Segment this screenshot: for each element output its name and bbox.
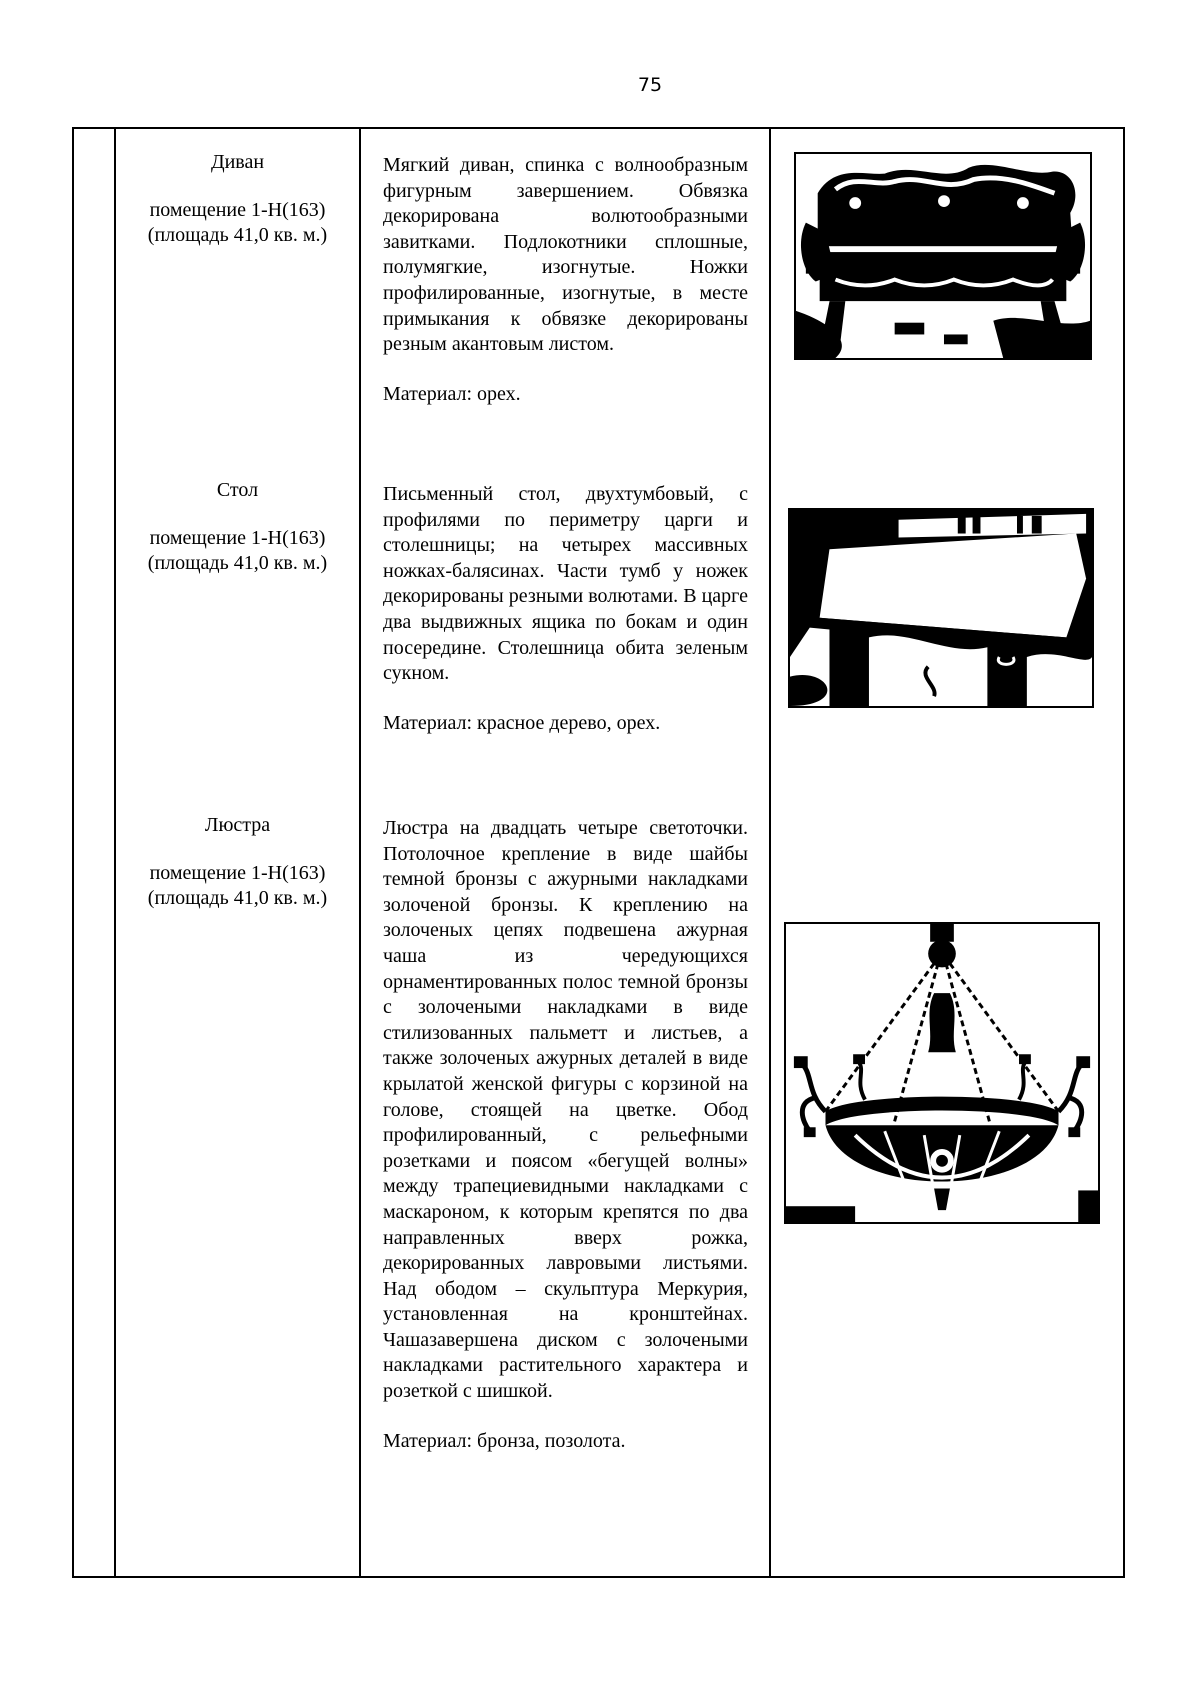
item-name-chandelier xyxy=(116,813,359,911)
item-area: (площадь 41,0 кв. м.) xyxy=(147,224,328,246)
description-text: Письменный стол, двухтумбовый, с профилями по периметру царги и столешницы; на четырех массивных ножках-балясинах. Части тумб у ножек декорированы резными волютами. В царге два выдвижных ящика по бокам и один посередине. Столешница обита зеленым сукном. xyxy=(383,483,748,685)
description-text: Мягкий диван, спинка с волнообразным фигурным завершением. Обвязка декорирована волютообразными завитками. Подлокотники сплошные, полумягкие, изогнутые. Ножки профилированные, изогнутые, в месте примыкания к обвязке декорированы резным акантовым листом. xyxy=(383,154,748,356)
item-room: помещение 1-Н(163) xyxy=(149,862,326,884)
item-area: (площадь 41,0 кв. м.) xyxy=(147,552,328,574)
column-divider xyxy=(769,127,771,1578)
page-number: 75 xyxy=(637,74,663,96)
item-description-desk xyxy=(383,482,748,736)
item-description-sofa xyxy=(383,153,748,407)
material-text: Материал: красное дерево, орех. xyxy=(383,711,661,734)
material-text: Материал: бронза, позолота. xyxy=(383,1429,626,1452)
item-room: помещение 1-Н(163) xyxy=(149,199,326,221)
item-name-desk xyxy=(116,478,359,576)
item-title: Стол xyxy=(216,479,259,501)
material-text: Материал: орех. xyxy=(383,382,521,405)
item-description-chandelier xyxy=(383,816,748,1454)
item-name-sofa xyxy=(116,150,359,248)
sofa-photo-icon xyxy=(794,152,1092,360)
item-area: (площадь 41,0 кв. м.) xyxy=(147,887,328,909)
item-title: Диван xyxy=(210,151,265,173)
desk-photo-icon xyxy=(788,508,1094,708)
column-divider xyxy=(359,127,361,1578)
item-title: Люстра xyxy=(204,814,271,836)
chandelier-photo-icon xyxy=(784,922,1100,1224)
description-text: Люстра на двадцать четыре светоточки. Потолочное крепление в виде шайбы темной бронзы с ажурными накладками золоченой бронзы. К креплению на золоченых цепях подвешена ажурная чаша из чередующихся орнаментированных полос темной бронзы с золочеными накладками в виде стилизованных пальметт и листьев, а также золоченых ажурных деталей в виде крылатой женской фигуры с корзиной на голове, стоящей на цветке. Обод профилированный, с рельефными розетками и поясом «бегущей волны» между трапециевидными накладками с маскароном, к которым крепятся по два направленных вверх рожка, декорированных лавровыми листьями. Над ободом – скульптура Меркурия, установленная на кронштейнах. Чашазавершена диском с золочеными накладками растительного характера и розеткой с шишкой. xyxy=(383,817,748,1403)
item-room: помещение 1-Н(163) xyxy=(149,527,326,549)
